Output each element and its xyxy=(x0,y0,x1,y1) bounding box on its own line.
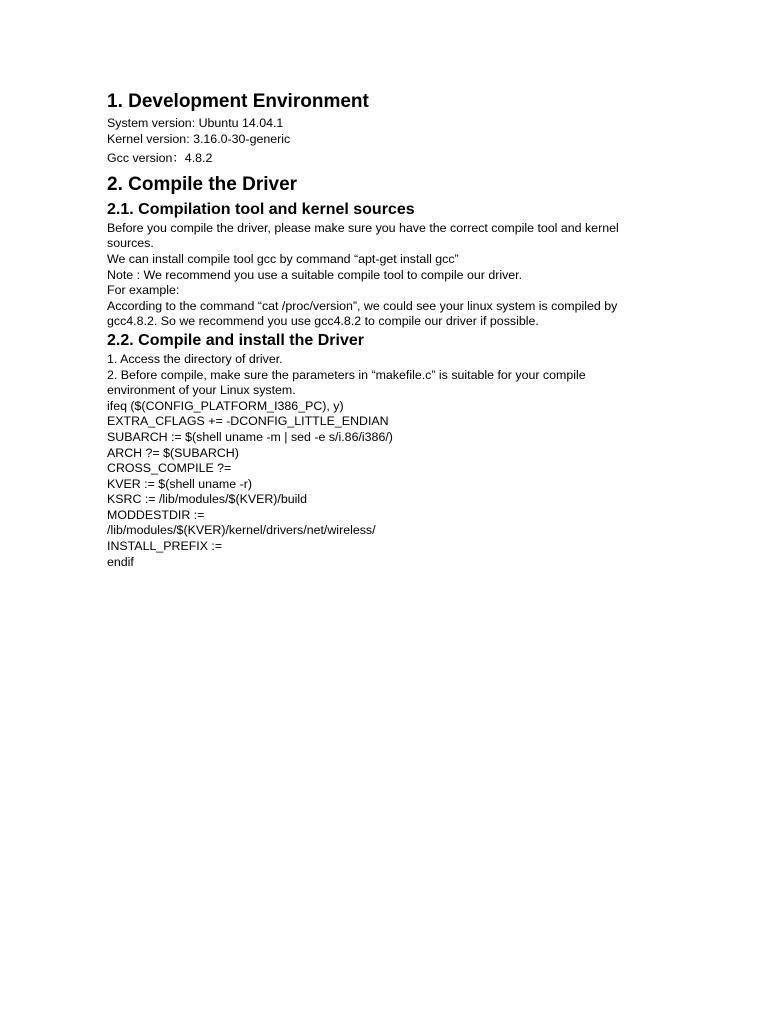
paragraph-proc-version: According to the command “cat /proc/version”, we could see your linux system is compiled by gcc4.8.2. So we recommend you use gcc4.8.2 to compile our driver if possible. xyxy=(107,298,618,329)
code-line: KSRC := /lib/modules/$(KVER)/build xyxy=(107,492,308,507)
code-line: MODDESTDIR := xyxy=(107,507,205,522)
kernel-version-line: Kernel version: 3.16.0-30-generic xyxy=(107,131,291,146)
code-line: ifeq ($(CONFIG_PLATFORM_I386_PC), y) xyxy=(107,398,344,413)
code-line: INSTALL_PREFIX := xyxy=(107,539,223,554)
step-access-directory: 1. Access the directory of driver. xyxy=(107,351,283,366)
makefile-code-block xyxy=(107,399,667,571)
heading-development-environment: 1. Development Environment xyxy=(107,91,369,112)
step-check-makefile: 2. Before compile, make sure the parameters in “makefile.c” is suitable for your compile environment of your Linux system. xyxy=(107,367,586,398)
code-line: KVER := $(shell uname -r) xyxy=(107,476,252,491)
code-line: SUBARCH := $(shell uname -m | sed -e s/i.86/i386/) xyxy=(107,429,393,444)
heading-compile-driver: 2. Compile the Driver xyxy=(107,173,298,195)
system-version-line: System version: Ubuntu 14.04.1 xyxy=(107,116,284,130)
paragraph-before-compile: Before you compile the driver, please make sure you have the correct compile tool and kernel sources. xyxy=(107,220,619,251)
code-line: EXTRA_CFLAGS += -DCONFIG_LITTLE_ENDIAN xyxy=(107,414,389,429)
example-line: For example: xyxy=(107,283,180,298)
document-page xyxy=(107,88,667,570)
install-gcc-line: We can install compile tool gcc by command “apt-get install gcc” xyxy=(107,251,459,266)
code-line: /lib/modules/$(KVER)/kernel/drivers/net/wireless/ xyxy=(107,523,376,538)
code-line: ARCH ?= $(SUBARCH) xyxy=(107,445,239,460)
note-line: Note : We recommend you use a suitable compile tool to compile our driver. xyxy=(107,267,523,282)
heading-compile-install: 2.2. Compile and install the Driver xyxy=(107,331,364,349)
code-line: endif xyxy=(107,554,134,569)
heading-compilation-tool: 2.1. Compilation tool and kernel sources xyxy=(107,200,415,218)
gcc-version-line: Gcc version：4.8.2 xyxy=(107,151,213,166)
code-line: CROSS_COMPILE ?= xyxy=(107,461,232,476)
